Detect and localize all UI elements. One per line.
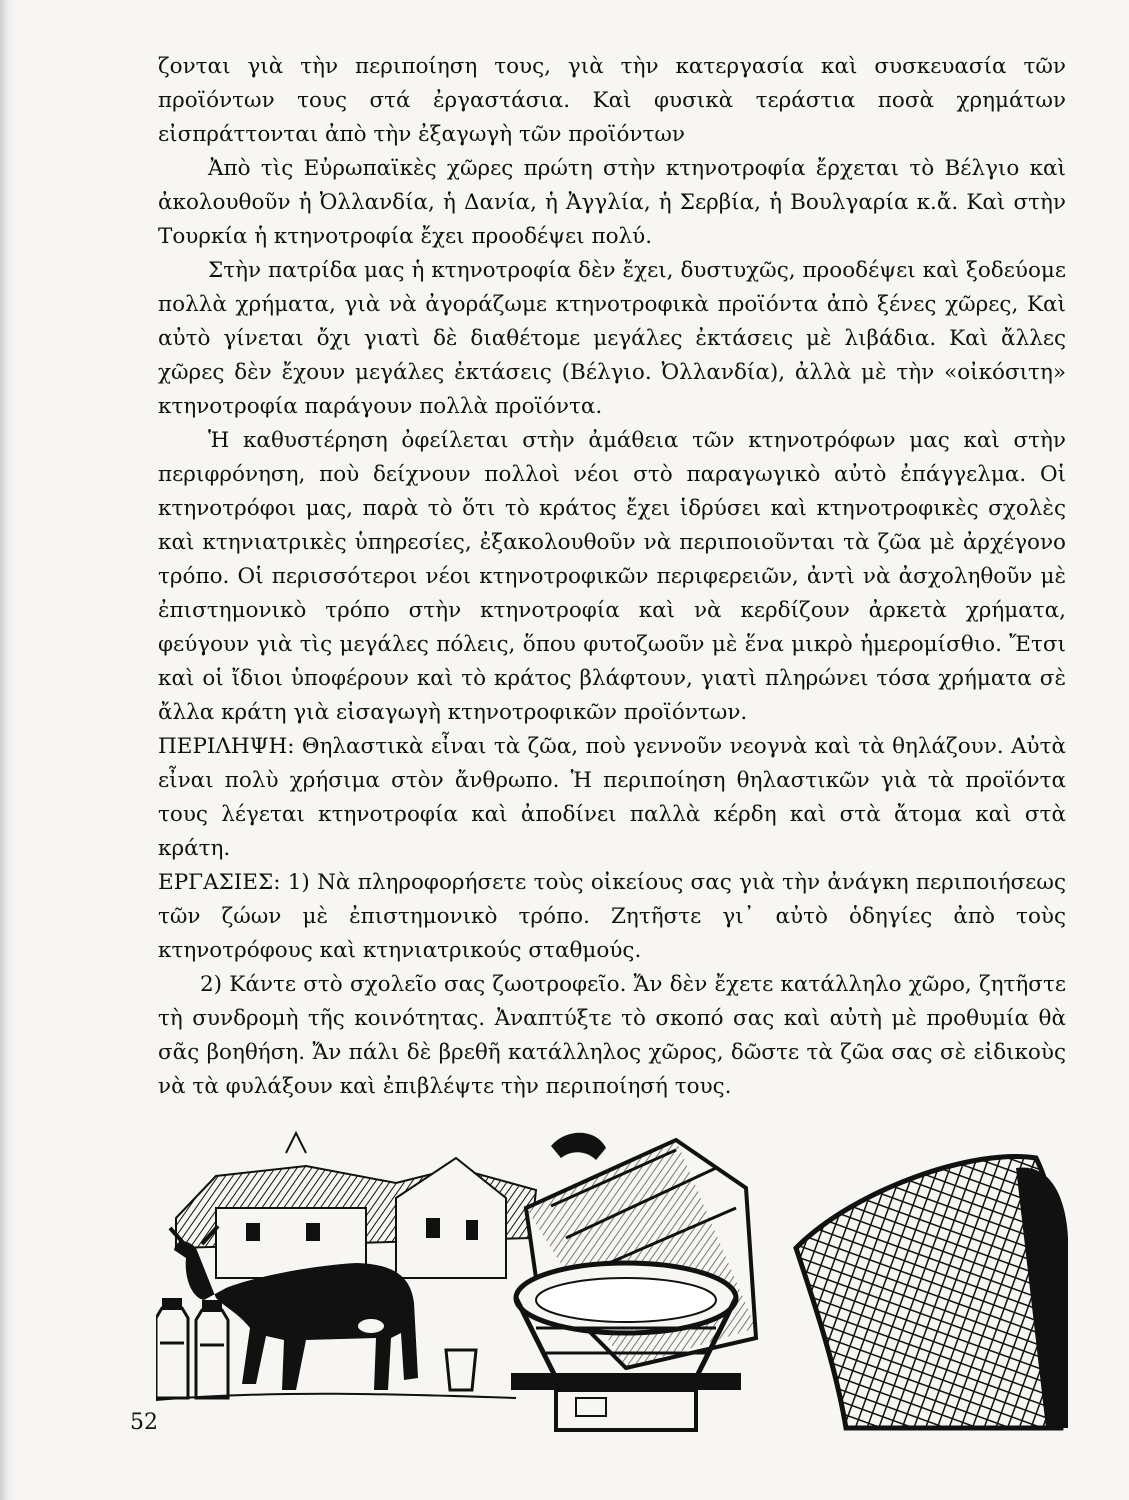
- paragraph-1: ζονται γιὰ τὴν περιποίηση τους, γιὰ τὴν κατεργασία καὶ συσκευασία τῶν προϊόντων τους στά ἐργαστάσια. Καὶ φυσικὰ τεράστια ποσὰ χρημάτων εἰσπράττονται ἀπὸ τὴν ἐξαγωγὴ τῶν προϊόντων: [158, 54, 1066, 147]
- page-number: 52: [130, 1410, 158, 1435]
- page-binding-edge: [0, 0, 14, 1500]
- summary-paragraph: ΠΕΡΙΛΗΨΗ: Θηλαστικὰ εἶναι τὰ ζῶα, ποὺ γεννοῦν νεογνὰ καὶ τὰ θηλάζουν. Αὐτὰ εἶναι πολὺ χρήσιμα στὸν ἄνθρωπο. Ἡ περιποίηση θηλαστικῶν γιὰ τὰ προϊόντα τους λέγεται κτηνοτροφία καὶ ἀποδίνει παλλὰ κέρδη καὶ στὰ ἄτομα καὶ στὰ κράτη.: [158, 734, 1066, 861]
- paragraph-3: Στὴν πατρίδα μας ἡ κτηνοτροφία δὲν ἔχει, δυστυχῶς, προοδέψει καὶ ξοδεύομε πολλὰ χρήματα, γιὰ νὰ ἀγοράζωμε κτηνοτροφικὰ προϊόντα ἀπὸ ξένες χῶρες, Καὶ αὐτὸ γίνεται ὄχι γιατὶ δὲ διαθέτομε μεγάλες ἐκτάσεις μὲ λιβάδια. Καὶ ἄλλες χῶρες δὲν ἔχουν μεγάλες ἐκτάσεις (Βέλγιο. Ὀλλανδία), ἀλλὰ μὲ τὴν «οἰκόσιτη» κτηνοτροφία παράγουν πολλὰ προϊόντα.: [158, 258, 1066, 419]
- body-text: [158, 50, 1066, 1104]
- exercises-paragraph-1: ΕΡΓΑΣΙΕΣ: 1) Νὰ πληροφορήσετε τοὺς οἰκείους σας γιὰ τὴν ἀνάγκη περιποιήσεως τῶν ζώων μὲ ἐπιστημονικὸ τρόπο. Ζητῆστε γι᾽ αὐτὸ ὁδηγίες ἀπὸ τοὺς κτηνοτρόφους καὶ κτηνιατρικούς σταθμούς.: [158, 870, 1066, 963]
- exercises-paragraph-2: 2) Κάντε στὸ σχολεῖο σας ζωοτροφεῖο. Ἄν δὲν ἔχετε κατάλληλο χῶρο, ζητῆστε τὴ συνδρομὴ τῆς κοινότητας. Ἀναπτύξτε τὸ σκοπό σας καὶ αὐτὴ μὲ προθυμία θὰ σᾶς βοηθήση. Ἄν πάλι δὲ βρεθῆ κατάλληλος χῶρος, δῶστε τὰ ζῶα σας σὲ εἰδικοὺς νὰ τὰ φυλάξουν καὶ ἐπιβλέψτε τὴν περιποίησή τους.: [158, 972, 1066, 1099]
- paragraph-2: Ἀπὸ τὶς Εὐρωπαϊκὲς χῶρες πρώτη στὴν κτηνοτροφία ἔρχεται τὸ Βέλγιο καὶ ἀκολουθοῦν ἡ Ὀλλανδία, ἡ Δανία, ἡ Ἀγγλία, ἡ Σερβία, ἡ Βουλγαρία κ.ἄ. Καὶ στὴν Τουρκία ἡ κτηνοτροφία ἔχει προοδέψει πολύ.: [158, 156, 1066, 249]
- paragraph-4: Ἡ καθυστέρηση ὀφείλεται στὴν ἀμάθεια τῶν κτηνοτρόφων μας καὶ στὴν περιφρόνηση, ποὺ δείχνουν πολλοὶ νέοι στὸ παραγωγικὸ αὐτὸ ἐπάγγελμα. Οἱ κτηνοτρόφοι μας, παρὰ τὸ ὅτι τὸ κράτος ἔχει ἱδρύσει καὶ κτηνοτροφικὲς σχολὲς καὶ κτηνιατρικὲς ὑπηρεσίες, ἐξακολουθοῦν νὰ περιποιοῦνται τὰ ζῶα μὲ ἀρχέγονο τρόπο. Οἱ περισσότεροι νέοι κτηνοτροφικῶν περιφερειῶν, ἀντὶ νὰ ἀσχοληθοῦν μὲ ἐπιστημονικὸ τρόπο στὴν κτηνοτροφία καὶ νὰ κερδίζουν ἀρκετὰ χρήματα, φεύγουν γιὰ τὶς μεγάλες πόλεις, ὅπου φυτοζωοῦν μὲ ἕνα μικρὸ ἡμερομίσθιο. Ἔτσι καὶ οἱ ἴδιοι ὑποφέρουν καὶ τὸ κράτος βλάφτουν, γιατὶ πληρώνει τόσα χρήματα σὲ ἄλλα κράτη γιὰ εἰσαγωγὴ κτηνοτροφικῶν προϊόντων.: [158, 428, 1066, 725]
- dairy-farm-illustration: [156, 1128, 1068, 1438]
- farmhouse-drawing: [176, 1133, 536, 1278]
- net-basket-drawing: [796, 1156, 1068, 1428]
- pail-drawing: [446, 1350, 476, 1390]
- milk-cans-drawing: [156, 1298, 228, 1398]
